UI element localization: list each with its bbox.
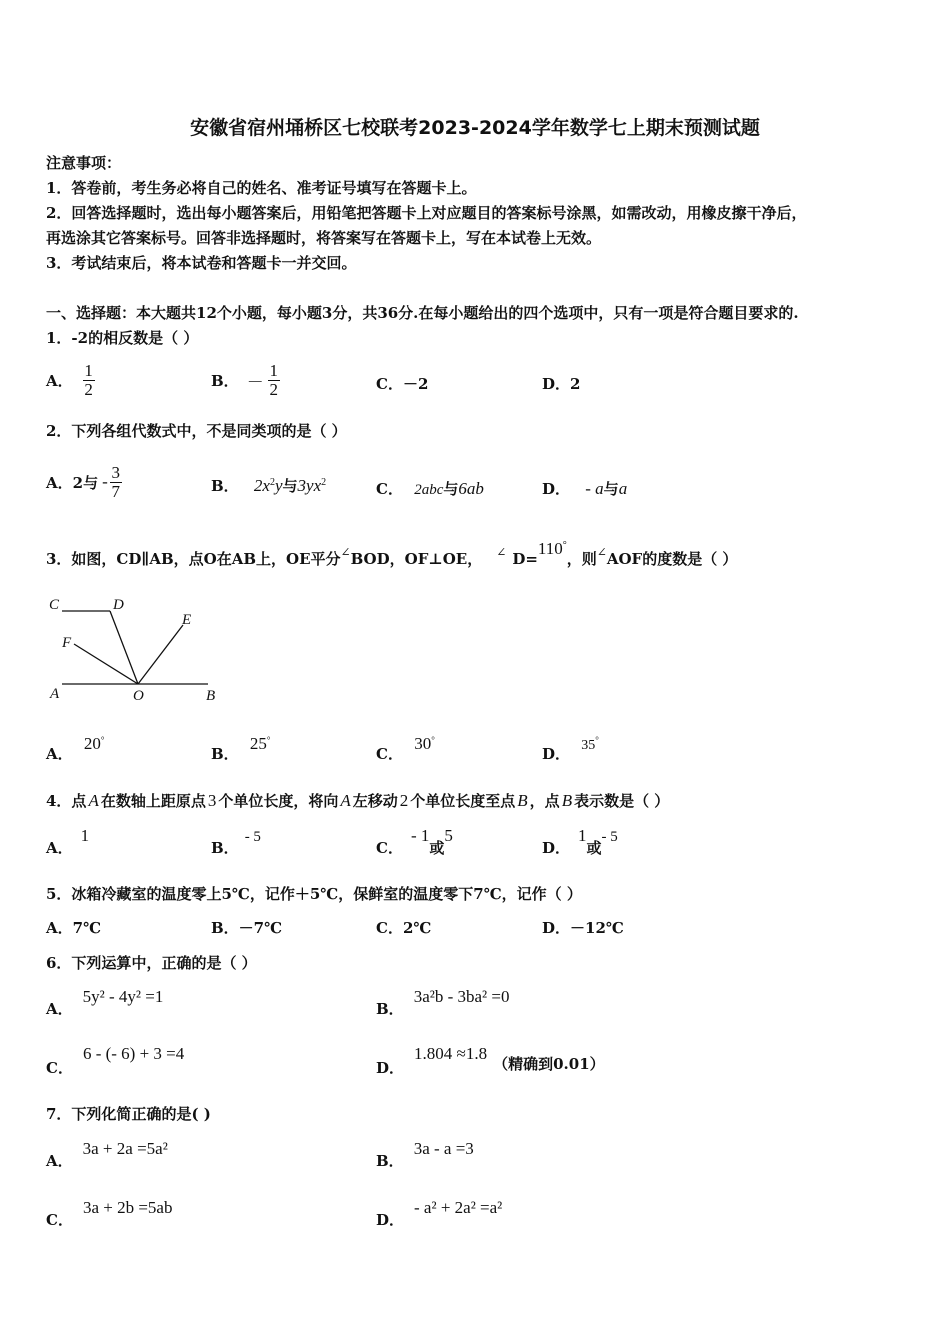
notice-item-2b: 再选涂其它答案标号。回答非选择题时，将答案写在答题卡上，写在本试卷上无效。 — [46, 229, 602, 247]
q7-option-c: C．3a + 2b =5ab — [46, 1198, 173, 1229]
label-e: E — [182, 612, 192, 628]
notice-item-1: 1．答卷前，考生务必将自己的姓名、准考证号填写在答题卡上。 — [46, 179, 477, 197]
q7-stem: 7．下列化简正确的是( ) — [46, 1105, 211, 1123]
q5-stem: 5．冰箱冷藏室的温度零上5℃，记作＋5℃，保鲜室的温度零下7℃，记作（ ） — [46, 885, 582, 903]
label-o: O — [133, 688, 144, 704]
q2-a-fraction: $\frac{3}{7}$ — [111, 462, 120, 501]
segment-of — [74, 644, 138, 684]
q7-option-d: D．- a² + 2a² =a² — [376, 1198, 503, 1229]
q1-stem: 1．-2的相反数是（ ） — [46, 329, 199, 347]
page-title: 安徽省宿州埇桥区七校联考2023-2024学年数学七上期末预测试题 — [190, 117, 760, 139]
q2-option-b: B． $2x^2y$与$3yx^2$ — [211, 476, 327, 495]
q5-option-c: C．2℃ — [376, 919, 432, 937]
q1-a-fraction: $\frac{1}{2}$ — [84, 361, 93, 399]
label-c: C — [49, 597, 60, 613]
q2-option-a: A．2与 - $\frac{3}{7}$ — [46, 462, 120, 501]
q5-option-a: A．7℃ — [46, 919, 102, 937]
q4-option-d: D．1或- 5 — [542, 826, 618, 857]
label-d: D — [113, 597, 124, 613]
q1-option-c: C．－2 — [376, 375, 429, 393]
q3-option-d: D． 35° — [542, 735, 599, 763]
segment-oe — [138, 625, 183, 684]
label-b: B — [206, 688, 216, 704]
notice-item-2a: 2．回答选择题时，选出每小题答案后，用铅笔把答题卡上对应题目的答案标号涂黑，如需改动，用橡皮擦干净后， — [46, 204, 807, 222]
label-a: A — [50, 686, 60, 702]
section-header: 一、选择题：本大题共12个小题，每小题3分，共36分.在每小题给出的四个选项中，只有一项是符合题目要求的. — [46, 304, 799, 322]
q3-option-c: C． 30° — [376, 734, 435, 763]
q3-geometry-figure — [40, 592, 240, 712]
q1-b-fraction: $\frac{1}{2}$ — [269, 361, 278, 399]
q1-option-d: D．2 — [542, 375, 581, 393]
notice-heading: 注意事项： — [46, 154, 122, 172]
q2-stem: 2．下列各组代数式中，不是同类项的是（ ） — [46, 422, 347, 440]
q5-option-b: B．－7℃ — [211, 919, 283, 937]
q3-stem: 3．如图，CD∥AB，点O在AB上，OE平分 ∠ BOD，OF⊥OE， ∠ D= 110 ° ，则 ∠ AOF的度数是（ ） — [46, 539, 738, 568]
q1-option-b: B． － $\frac{1}{2}$ — [211, 361, 278, 399]
q4-option-a: A．1 — [46, 826, 90, 857]
q1-option-a: A． $\frac{1}{2}$ — [46, 361, 93, 399]
q6-option-d: D．1.804 ≈1.8（精确到0.01） — [376, 1044, 605, 1077]
q4-stem: 4．点 A 在数轴上距原点 3 个单位长度，将向 A 左移动 2 个单位长度至点 B ，点 B 表示数是（ ） — [46, 791, 670, 810]
q7-option-b: B．3a - a =3 — [376, 1139, 474, 1170]
q6-option-c: C．6 - (- 6) + 3 =4 — [46, 1044, 185, 1077]
q4-option-c: C．- 1或5 — [376, 826, 453, 857]
q6-option-a: A．5y² - 4y² =1 — [46, 987, 164, 1018]
label-f: F — [62, 635, 72, 651]
q7-option-a: A．3a + 2a =5a² — [46, 1139, 168, 1170]
q6-stem: 6．下列运算中，正确的是（ ） — [46, 954, 257, 972]
q5-option-d: D．－12℃ — [542, 919, 624, 937]
segment-od — [110, 611, 138, 684]
q2-option-d: D． - a与a — [542, 479, 628, 498]
notice-item-3: 3．考试结束后，将本试卷和答题卡一并交回。 — [46, 254, 357, 272]
q3-option-b: B． 25° — [211, 734, 271, 763]
q2-option-c: C． 2abc与6ab — [376, 479, 484, 498]
q4-option-b: B．- 5 — [211, 829, 261, 857]
q6-option-b: B．3a²b - 3ba² =0 — [376, 987, 510, 1018]
q3-option-a: A． 20° — [46, 734, 105, 763]
